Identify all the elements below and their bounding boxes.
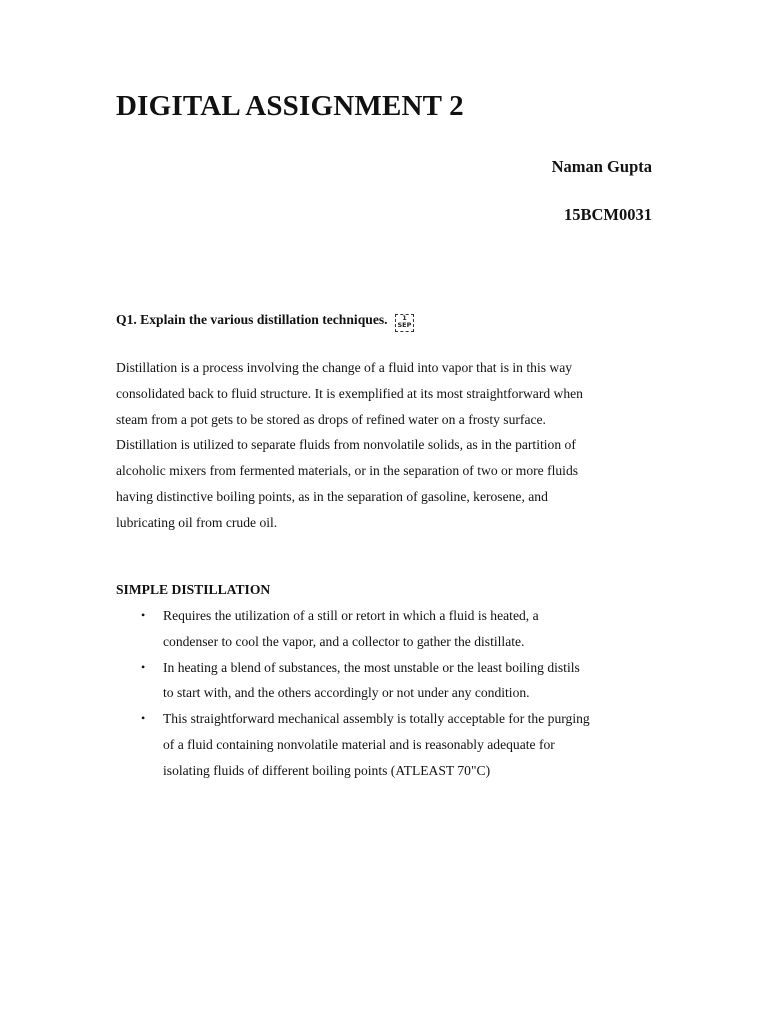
paragraph-line: Distillation is utilized to separate fluids from nonvolatile solids, as in the partition of xyxy=(116,437,576,453)
sep-placeholder-icon xyxy=(395,314,414,332)
paragraph-line: lubricating oil from crude oil. xyxy=(116,514,278,530)
list-item xyxy=(116,655,661,707)
intro-paragraph xyxy=(116,355,661,536)
author-block xyxy=(552,155,652,227)
bullet-line: Requires the utilization of a still or retort in which a fluid is heated, a xyxy=(163,608,539,623)
bullet-icon: • xyxy=(141,659,146,674)
list-item xyxy=(116,706,661,783)
bullet-line: isolating fluids of different boiling points (ATLEAST 70"C) xyxy=(163,762,491,778)
paragraph-line: alcoholic mixers from fermented materials, or in the separation of two or more fluids xyxy=(116,463,579,479)
question-text: Q1. Explain the various distillation techniques. xyxy=(116,312,388,327)
bullet-line: In heating a blend of substances, the most unstable or the least boiling distils xyxy=(163,659,580,675)
author-name: Naman Gupta xyxy=(551,157,652,176)
sep-icon-label: SEP xyxy=(397,321,412,329)
bullet-list xyxy=(116,603,661,784)
question-heading xyxy=(116,308,414,332)
document-title: DIGITAL ASSIGNMENT 2 xyxy=(116,90,464,122)
paragraph-line: having distinctive boiling points, as in the separation of gasoline, kerosene, and xyxy=(116,488,548,504)
section-heading: SIMPLE DISTILLATION xyxy=(116,582,271,597)
author-registration-number: 15BCM0031 xyxy=(564,205,652,224)
list-item xyxy=(116,603,661,655)
paragraph-line: steam from a pot gets to be stored as drops of refined water on a frosty surface. xyxy=(116,411,546,427)
bullet-line: condenser to cool the vapor, and a collector to gather the distillate. xyxy=(163,633,525,649)
bullet-line: This straightforward mechanical assembly is totally acceptable for the purging xyxy=(163,711,590,727)
paragraph-line: Distillation is a process involving the change of a fluid into vapor that is in this way xyxy=(116,360,573,375)
paragraph-line: consolidated back to fluid structure. It is exemplified at its most straightforward when xyxy=(116,385,583,401)
bullet-icon: • xyxy=(141,711,146,726)
bullet-line: of a fluid containing nonvolatile material and is reasonably adequate for xyxy=(163,736,555,752)
bullet-icon: • xyxy=(141,608,146,622)
sep-icon-number: 1 xyxy=(402,313,407,322)
bullet-line: to start with, and the others accordingly or not under any condition. xyxy=(163,685,530,701)
